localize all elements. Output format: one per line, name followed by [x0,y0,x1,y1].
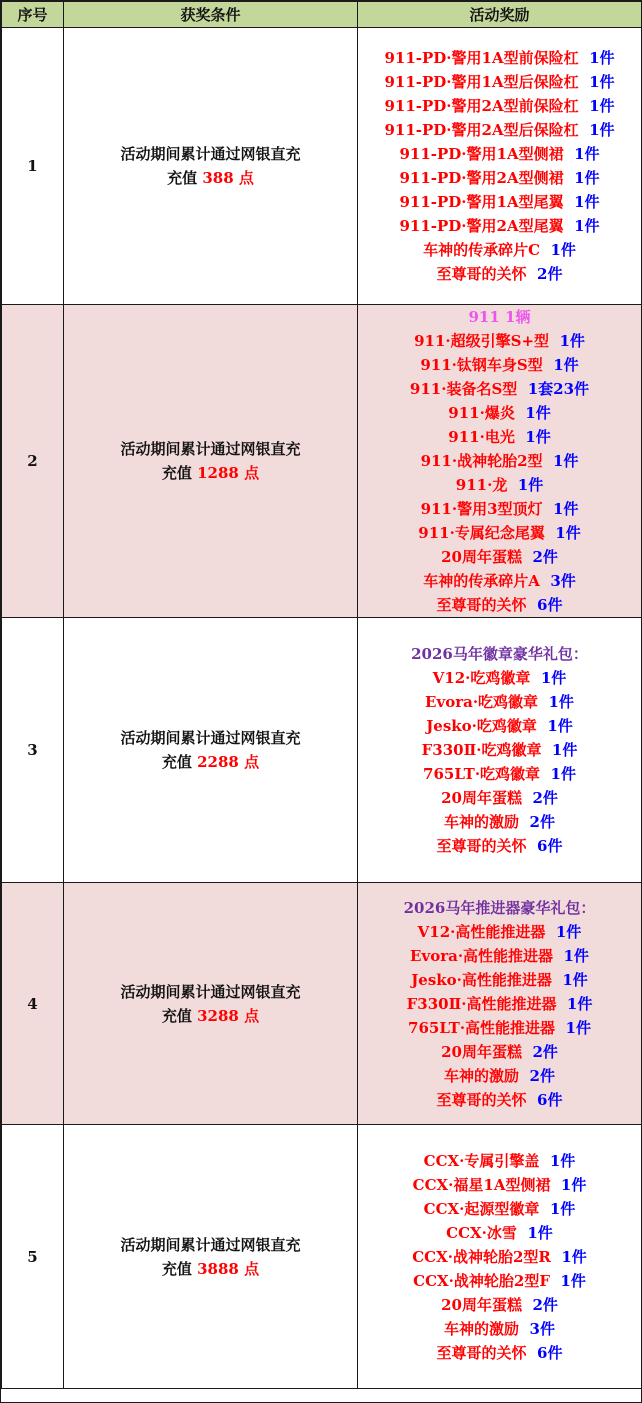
reward-item-quantity: 1件 [589,49,615,67]
reward-item [358,166,641,190]
reward-item [358,1197,641,1221]
reward-item [358,642,641,666]
reward-item-name: CCX·战神轮胎2型R [412,1247,551,1266]
condition-line: 活动期间累计通过网银直充 [120,729,301,747]
reward-item-name: 911-PD·警用1A型后保险杠 [384,73,579,91]
reward-item-quantity: 1件 [549,1151,576,1170]
row-rewards [358,618,642,883]
reward-item [358,810,641,834]
reward-item [358,1016,641,1040]
reward-item-name: 911·战神轮胎2型 [420,452,543,470]
reward-item-name: 车神的激励 [444,1319,520,1338]
reward-item-quantity: 1件 [525,404,551,422]
row-index: 5 [2,1125,64,1389]
reward-item-quantity: 2件 [532,548,558,566]
reward-item [358,1341,641,1365]
row-index: 2 [2,305,64,618]
reward-item-quantity: 1件 [551,741,578,759]
reward-item-name: 20周年蛋糕 [441,548,522,566]
reward-item [358,896,641,920]
reward-item [358,425,641,449]
condition-prefix: 充值 [161,753,192,771]
reward-item-name: 911-PD·警用1A型前保险杠 [384,49,579,67]
reward-item-quantity: 1件 [565,1018,591,1037]
reward-item-quantity: 2件 [532,1042,558,1061]
condition-prefix: 充值 [161,1259,192,1278]
reward-item-quantity: 1件 [555,524,581,542]
row-condition [64,1125,358,1389]
reward-item [358,1317,641,1341]
reward-item-quantity: 1件 [540,669,567,687]
reward-item-quantity: 1件 [527,1223,553,1242]
reward-item-quantity: 1件 [562,970,588,989]
reward-item [358,1269,641,1293]
reward-item [358,118,641,142]
reward-item-quantity: 2件 [532,789,558,807]
row-rewards [358,1125,642,1389]
reward-item [358,190,641,214]
reward-item [358,305,641,329]
reward-item [358,968,641,992]
reward-item-quantity: 1件 [574,169,600,187]
reward-item-quantity: 3件 [529,1319,555,1338]
reward-item [358,1245,641,1269]
reward-item-name: CCX·起源型徽章 [423,1199,540,1218]
reward-item-name: Jesko·高性能推进器 [411,970,552,989]
condition-amount-line [64,750,357,774]
reward-item-quantity: 1件 [574,145,600,163]
reward-item-quantity: 1件 [574,193,600,211]
reward-item-quantity: 1件 [548,693,574,711]
reward-item-name: 911·专属纪念尾翼 [418,524,545,542]
condition-points: 3888 [197,1259,239,1278]
reward-item [358,1040,641,1064]
reward-item-name: 车神的传承碎片C [423,241,541,259]
reward-item-name: 911-PD·警用1A型侧裙 [399,145,564,163]
reward-item-quantity: 2件 [537,265,563,283]
condition-unit: 点 [244,753,260,771]
reward-item-name: CCX·专属引擎盖 [423,1151,540,1170]
reward-item-name: 911-PD·警用2A型侧裙 [399,169,564,187]
reward-item [358,1064,641,1088]
reward-item [358,353,641,377]
reward-item [358,1149,641,1173]
reward-item-name: F330Ⅱ·高性能推进器 [406,994,557,1013]
table-header-row [2,2,642,28]
condition-points: 2288 [197,753,239,771]
reward-item-name: 911-PD·警用1A型尾翼 [399,193,564,211]
reward-item-quantity: 1件 [566,994,593,1013]
reward-item-quantity: 1件 [560,1175,587,1194]
reward-item [358,1221,641,1245]
condition-points: 3288 [197,1006,239,1025]
reward-item-name: 911 1辆 [468,308,531,326]
reward-item-quantity: 1件 [553,500,579,518]
condition-line: 活动期间累计通过网银直充 [120,440,301,458]
row-condition [64,305,358,618]
reward-item-name: 765LT·高性能推进器 [408,1018,556,1037]
reward-item-quantity: 1件 [517,476,544,494]
reward-item [358,521,641,545]
row-rewards [358,883,642,1125]
condition-unit: 点 [244,464,260,482]
reward-item-quantity: 1套23件 [527,380,590,398]
reward-item [358,1088,641,1112]
reward-item [358,992,641,1016]
reward-item-name: CCX·福星1A型侧裙 [412,1175,551,1194]
reward-item-name: 至尊哥的关怀 [436,837,527,855]
header-index: 序号 [2,2,64,28]
reward-item-name: 20周年蛋糕 [441,789,522,807]
reward-item [358,1293,641,1317]
reward-item [358,714,641,738]
reward-item [358,920,641,944]
reward-item-name: 车神的传承碎片A [423,572,540,590]
reward-item-quantity: 1件 [555,922,582,941]
reward-item [358,690,641,714]
row-index: 4 [2,883,64,1125]
reward-item-quantity: 1件 [560,1271,586,1290]
reward-item [358,94,641,118]
condition-unit: 点 [244,1006,260,1025]
reward-item-name: 车神的激励 [444,1066,520,1085]
reward-item [358,214,641,238]
reward-item-name: 2026马年推进器豪华礼包： [403,898,596,917]
reward-item [358,329,641,353]
reward-item-quantity: 1件 [553,356,579,374]
reward-item-quantity: 3件 [550,572,576,590]
reward-item-name: 20周年蛋糕 [441,1042,522,1061]
condition-prefix: 充值 [167,169,198,187]
reward-item [358,666,641,690]
reward-item-name: V12·高性能推进器 [417,922,546,941]
reward-item-quantity: 6件 [537,1090,563,1109]
table-row [2,305,642,618]
reward-item [358,762,641,786]
table-row [2,883,642,1125]
reward-item-name: 911·爆炎 [448,404,515,422]
reward-item [358,738,641,762]
reward-item-name: F330Ⅱ·吃鸡徽章 [421,741,542,759]
reward-item [358,1173,641,1197]
row-index: 3 [2,618,64,883]
table-row [2,618,642,883]
reward-item [358,786,641,810]
condition-amount-line [64,461,357,485]
reward-item-quantity: 1件 [574,217,600,235]
condition-unit: 点 [244,1259,260,1278]
condition-amount-line [64,166,357,190]
row-index: 1 [2,28,64,305]
condition-line: 活动期间累计通过网银直充 [120,145,301,163]
reward-item [358,238,641,262]
reward-item-quantity: 2件 [532,1295,558,1314]
reward-item-name: 20周年蛋糕 [441,1295,522,1314]
condition-amount-line [64,1004,357,1028]
reward-item-name: 至尊哥的关怀 [436,1343,527,1362]
header-condition: 获奖条件 [64,2,358,28]
reward-item [358,377,641,401]
reward-item-quantity: 1件 [547,717,573,735]
reward-item-name: 至尊哥的关怀 [436,265,527,283]
reward-item-name: 至尊哥的关怀 [436,1090,527,1109]
reward-item-quantity: 1件 [550,765,576,783]
reward-item-quantity: 1件 [559,332,585,350]
reward-item-name: CCX·冰雪 [446,1223,517,1242]
reward-item [358,401,641,425]
condition-prefix: 充值 [161,464,192,482]
reward-item [358,142,641,166]
condition-line: 活动期间累计通过网银直充 [120,982,301,1001]
reward-item [358,545,641,569]
reward-item-quantity: 6件 [537,596,563,614]
reward-item-name: 911·超级引擎S+型 [414,332,550,350]
reward-table [1,1,642,1389]
reward-item-quantity: 2件 [529,1066,555,1085]
row-condition [64,618,358,883]
condition-unit: 点 [238,169,254,187]
header-reward: 活动奖励 [358,2,642,28]
reward-item [358,497,641,521]
reward-item-name: Evora·吃鸡徽章 [425,693,539,711]
reward-item-quantity: 6件 [537,837,563,855]
reward-item-name: 911-PD·警用2A型前保险杠 [384,97,579,115]
reward-item-quantity: 6件 [537,1343,563,1362]
table-row [2,1125,642,1389]
reward-item-name: 765LT·吃鸡徽章 [423,765,541,783]
reward-item-name: 至尊哥的关怀 [436,596,527,614]
reward-item [358,944,641,968]
reward-item-name: 911·龙 [455,476,508,494]
reward-item-quantity: 1件 [563,946,589,965]
row-rewards [358,305,642,618]
row-condition [64,28,358,305]
reward-item [358,262,641,286]
reward-item-name: 911·钛钢车身S型 [420,356,543,374]
reward-item [358,593,641,617]
reward-item-name: CCX·战神轮胎2型F [413,1271,550,1290]
reward-item-name: 911-PD·警用2A型后保险杠 [384,121,579,139]
reward-item [358,834,641,858]
reward-item-quantity: 2件 [529,813,555,831]
reward-item-name: 911-PD·警用2A型尾翼 [399,217,564,235]
condition-prefix: 充值 [161,1006,192,1025]
reward-item-quantity: 1件 [549,1199,576,1218]
reward-item-quantity: 1件 [553,452,579,470]
reward-item-name: V12·吃鸡徽章 [432,669,531,687]
reward-item-name: Evora·高性能推进器 [410,946,554,965]
reward-item-quantity: 1件 [589,97,615,115]
row-rewards [358,28,642,305]
reward-item-quantity: 1件 [525,428,551,446]
reward-item-quantity: 1件 [589,73,615,91]
reward-item [358,449,641,473]
condition-points: 388 [202,169,234,187]
reward-item-name: 911·电光 [448,428,515,446]
table-row [2,28,642,305]
reward-item-name: 911·装备名S型 [409,380,518,398]
condition-amount-line [64,1257,357,1281]
condition-points: 1288 [197,464,239,482]
reward-item-quantity: 1件 [589,121,615,139]
reward-item-name: 911·警用3型顶灯 [420,500,543,518]
reward-item-quantity: 1件 [561,1247,587,1266]
reward-item [358,46,641,70]
reward-item-name: 车神的激励 [444,813,520,831]
reward-item [358,70,641,94]
reward-item [358,473,641,497]
reward-item-name: Jesko·吃鸡徽章 [426,717,537,735]
reward-item-quantity: 1件 [550,241,576,259]
reward-item [358,569,641,593]
row-condition [64,883,358,1125]
condition-line: 活动期间累计通过网银直充 [120,1235,301,1254]
reward-item-name: 2026马年徽章豪华礼包： [411,645,588,663]
